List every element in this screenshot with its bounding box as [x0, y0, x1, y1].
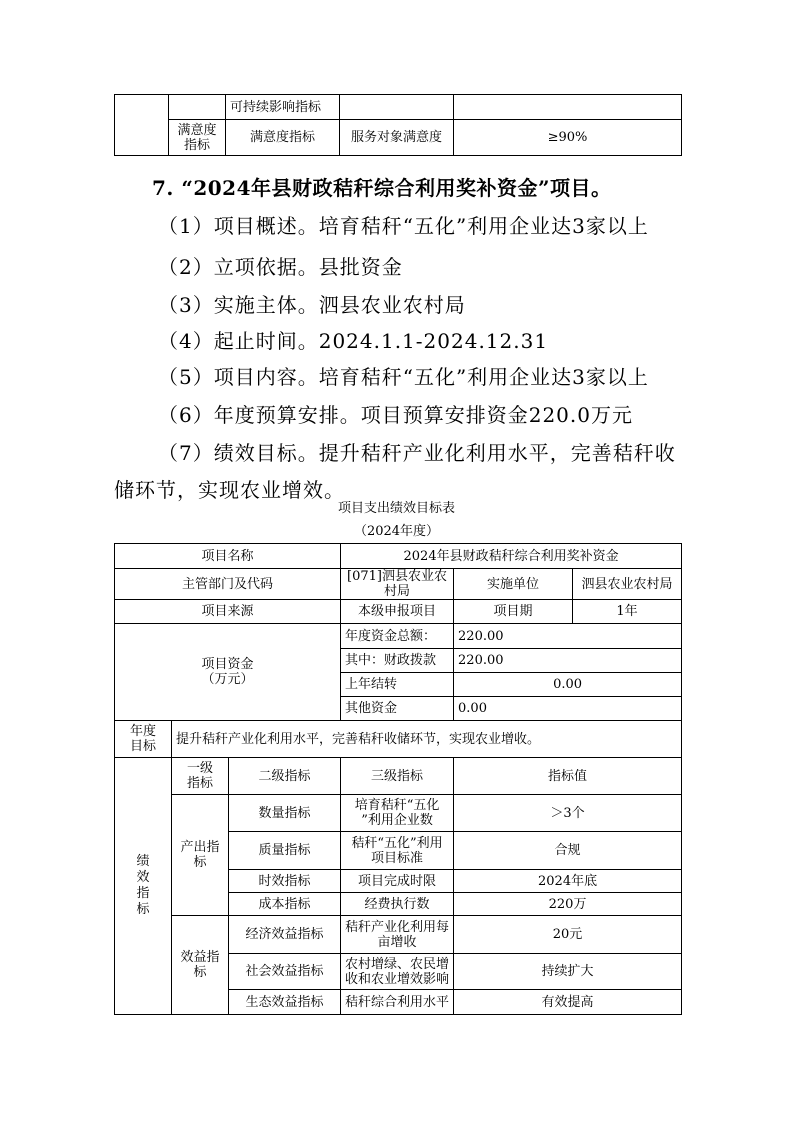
dept-value: [071]泗县农业农村局: [341, 569, 454, 600]
section-item-5: （5）项目内容。培育秸秆“五化”利用企业达3家以上: [158, 365, 649, 389]
dept-label: 主管部门及代码: [115, 569, 341, 600]
table-year: （2024年度）: [353, 524, 440, 539]
output-l2-1: 数量指标: [229, 795, 341, 832]
funds-label: 项目资金 （万元）: [115, 624, 341, 721]
output-value-1: ＞3个: [454, 795, 682, 832]
project-name-label: 项目名称: [115, 544, 341, 569]
header-level2: 二级指标: [229, 758, 341, 795]
funds-fiscal-value: 220.00: [454, 649, 682, 673]
output-l3-3: 项目完成时限: [341, 870, 454, 893]
benefit-value-1: 20元: [454, 916, 682, 954]
top-empty-cell: [115, 95, 169, 156]
source-label: 项目来源: [115, 600, 341, 624]
section-item-7-continuation: 储环节，实现农业增效。: [114, 478, 345, 502]
benefit-value-3: 有效提高: [454, 990, 682, 1015]
funds-total-label: 年度资金总额：: [341, 624, 454, 649]
period-label: 项目期: [454, 600, 573, 624]
project-name-value: 2024年县财政秸秆综合利用奖补资金: [341, 544, 682, 569]
section-item-4: （4）起止时间。2024.1.1-2024.12.31: [158, 329, 549, 353]
top-empty-cell-2: [169, 95, 226, 120]
unit-value: 泗县农业农村局: [573, 569, 682, 600]
section-heading: 7. “2024年县财政秸秆综合利用奖补资金”项目。: [152, 176, 612, 200]
output-l2-2: 质量指标: [229, 832, 341, 870]
top-table: [114, 94, 682, 156]
satisfaction-level3-label: 服务对象满意度: [340, 120, 454, 156]
header-value: 指标值: [454, 758, 682, 795]
output-value-3: 2024年底: [454, 870, 682, 893]
satisfaction-level2-label: 满意度指标: [226, 120, 340, 156]
funds-carryover-value: 0.00: [454, 673, 682, 697]
funds-fiscal-label: 其中：财政拨款: [341, 649, 454, 673]
benefit-l3-2: 农村增绿、农民增 收和农业增效影响: [341, 954, 454, 990]
section-item-7: （7）绩效目标。提升秸秆产业化利用水平，完善秸秆收: [158, 441, 676, 465]
benefit-l2-1: 经济效益指标: [229, 916, 341, 954]
period-value: 1年: [573, 600, 682, 624]
benefit-l2-3: 生态效益指标: [229, 990, 341, 1015]
section-item-3: （3）实施主体。泗县农业农村局: [158, 293, 466, 317]
output-l3-2: 秸秆“五化”利用 项目标准: [341, 832, 454, 870]
funds-carryover-label: 上年结转: [341, 673, 454, 697]
table-title: 项目支出绩效目标表: [337, 501, 455, 516]
benefit-l3-1: 秸秆产业化利用每 亩增收: [341, 916, 454, 954]
unit-label: 实施单位: [454, 569, 573, 600]
section-item-6: （6）年度预算安排。项目预算安排资金220.0万元: [158, 403, 633, 427]
benefit-value-2: 持续扩大: [454, 954, 682, 990]
funds-total-value: 220.00: [454, 624, 682, 649]
output-l2-4: 成本指标: [229, 893, 341, 916]
output-l3-4: 经费执行数: [341, 893, 454, 916]
benefit-l3-3: 秸秆综合利用水平: [341, 990, 454, 1015]
benefit-indicators-label: 效益指 标: [172, 916, 229, 1015]
section-item-2: （2）立项依据。县批资金: [158, 255, 403, 279]
top-empty-cell-3: [340, 95, 454, 120]
output-value-4: 220万: [454, 893, 682, 916]
output-l3-1: 培育秸秆“五化 ”利用企业数: [341, 795, 454, 832]
benefit-l2-2: 社会效益指标: [229, 954, 341, 990]
funds-other-value: 0.00: [454, 697, 682, 721]
performance-indicators-label: 绩 效 指 标: [115, 758, 172, 1015]
output-indicators-label: 产出指 标: [172, 795, 229, 916]
satisfaction-value: ≥90%: [454, 120, 682, 156]
header-level1: 一级 指标: [172, 758, 229, 795]
section-item-1: （1）项目概述。培育秸秆“五化”利用企业达3家以上: [158, 214, 649, 238]
annual-goal-label: 年度 目标: [115, 721, 172, 758]
output-value-2: 合规: [454, 832, 682, 870]
source-value: 本级申报项目: [341, 600, 454, 624]
performance-target-table: [114, 543, 682, 1015]
output-l2-3: 时效指标: [229, 870, 341, 893]
satisfaction-level1-label: 满意度 指标: [169, 120, 226, 156]
sustainable-impact-label: 可持续影响指标: [226, 95, 340, 120]
annual-goal-value: 提升秸秆产业化利用水平，完善秸秆收储环节，实现农业增收。: [172, 721, 682, 758]
header-level3: 三级指标: [341, 758, 454, 795]
funds-other-label: 其他资金: [341, 697, 454, 721]
top-empty-cell-4: [454, 95, 682, 120]
